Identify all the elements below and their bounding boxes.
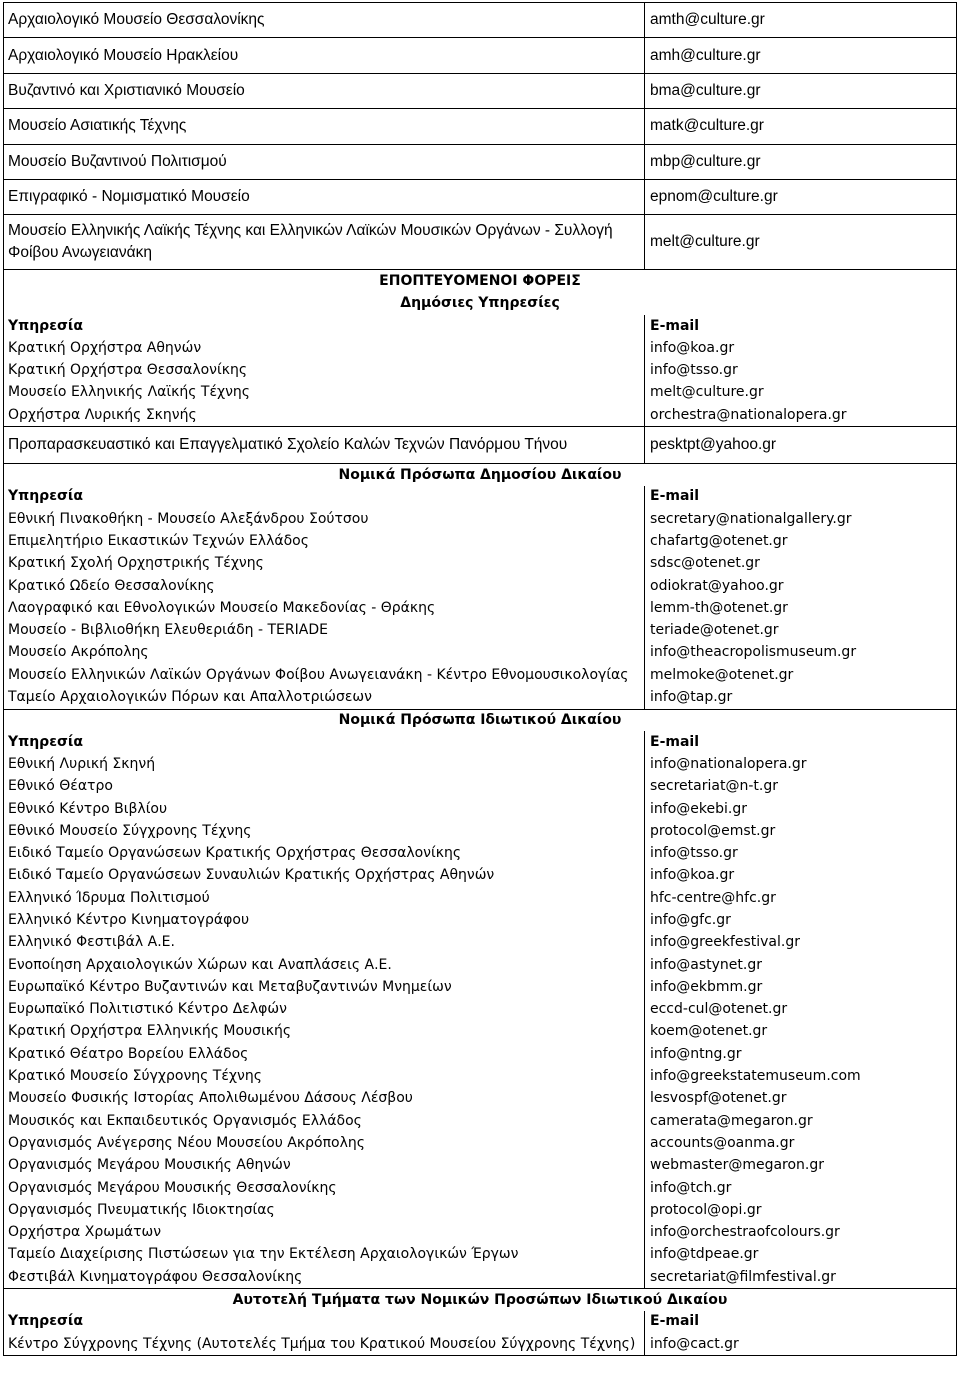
email-address <box>645 1155 956 1177</box>
email-address <box>645 145 956 179</box>
organization-name-text: Βυζαντινό και Χριστιανικό Μουσείο <box>8 81 245 99</box>
email-address-text: melmoke@otenet.gr <box>650 666 794 683</box>
table-row <box>4 909 956 931</box>
email-address <box>645 337 956 359</box>
organization-name-text: Μουσείο Ελληνικής Λαϊκής Τέχνης <box>8 384 251 401</box>
table-row <box>4 215 956 270</box>
email-address-text: info@greekstatemuseum.com <box>650 1068 861 1085</box>
email-address-text: sdsc@otenet.gr <box>650 555 760 572</box>
column-header-row <box>4 1311 956 1333</box>
organization-name-text: Μουσείο Ασιατικής Τέχνης <box>8 117 187 135</box>
email-address <box>645 664 956 686</box>
email-address-text: info@orchestraofcolours.gr <box>650 1224 840 1241</box>
organization-name <box>4 1021 645 1043</box>
email-address <box>645 553 956 575</box>
organization-name <box>4 820 645 842</box>
email-address-text: amh@culture.gr <box>650 46 761 64</box>
organization-name <box>4 776 645 798</box>
email-address-text: info@theacropolismuseum.gr <box>650 644 857 661</box>
organization-name-text: Ελληνικό Φεστιβάλ Α.Ε. <box>8 934 175 951</box>
email-address <box>645 842 956 864</box>
organization-name <box>4 215 645 269</box>
email-address <box>645 1244 956 1266</box>
table-row <box>4 686 956 708</box>
column-header-service <box>4 315 645 337</box>
organization-name <box>4 664 645 686</box>
email-address <box>645 427 956 463</box>
table-row <box>4 404 956 426</box>
email-address <box>645 798 956 820</box>
organization-name <box>4 753 645 775</box>
column-header-row <box>4 486 956 508</box>
email-address-text: eccd-cul@otenet.gr <box>650 1001 788 1018</box>
organization-name <box>4 1065 645 1087</box>
table-row <box>4 999 956 1021</box>
email-address <box>645 1199 956 1221</box>
organization-name <box>4 686 645 708</box>
email-address <box>645 642 956 664</box>
organization-name <box>4 1132 645 1154</box>
table-row <box>4 508 956 530</box>
table-row <box>4 38 956 73</box>
email-address-text: chafartg@otenet.gr <box>650 532 788 549</box>
email-address <box>645 820 956 842</box>
organization-name-text: Κρατικό Μουσείο Σύγχρονης Τέχνης <box>8 1068 262 1085</box>
email-address <box>645 865 956 887</box>
email-address <box>645 404 956 426</box>
organization-name <box>4 842 645 864</box>
organization-name <box>4 865 645 887</box>
table-row <box>4 642 956 664</box>
email-address-text: info@nationalopera.gr <box>650 755 807 772</box>
table-row <box>4 820 956 842</box>
organization-name-text: Ταμείο Διαχείρισης Πιστώσεων για την Εκτέλεση Αρχαιολογικών Έργων <box>8 1246 519 1263</box>
email-address-text: protocol@emst.gr <box>650 822 776 839</box>
email-address-text: melt@culture.gr <box>650 384 764 401</box>
email-address-text: info@ntng.gr <box>650 1045 742 1062</box>
organization-name <box>4 382 645 404</box>
organization-name <box>4 620 645 642</box>
organization-name <box>4 909 645 931</box>
email-address <box>645 686 956 708</box>
organization-name-text: Κρατική Ορχήστρα Θεσσαλονίκης <box>8 362 248 379</box>
organization-name-text: Μουσείο Φυσικής Ιστορίας Απολιθωμένου Δάσους Λέσβου <box>8 1090 413 1107</box>
organization-name <box>4 337 645 359</box>
column-header-email <box>645 1311 956 1333</box>
email-address-text: lesvospf@otenet.gr <box>650 1090 787 1107</box>
email-address <box>645 360 956 382</box>
organization-name-text: Κρατική Ορχήστρα Ελληνικής Μουσικής <box>8 1023 292 1040</box>
email-address <box>645 382 956 404</box>
table-row <box>4 1244 956 1266</box>
organization-name-text: Ορχήστρα Χρωμάτων <box>8 1224 162 1241</box>
organization-name <box>4 954 645 976</box>
table-row <box>4 776 956 798</box>
organization-name <box>4 38 645 72</box>
email-address-text: info@cact.gr <box>650 1335 739 1352</box>
email-address-text: orchestra@nationalopera.gr <box>650 406 847 423</box>
email-address <box>645 1021 956 1043</box>
organization-name <box>4 1155 645 1177</box>
organization-name-text: Οργανισμός Πνευματικής Ιδιοκτησίας <box>8 1201 275 1218</box>
email-address <box>645 1110 956 1132</box>
table-row <box>4 1065 956 1087</box>
email-address <box>645 887 956 909</box>
table-row <box>4 360 956 382</box>
column-header-service-text: Υπηρεσία <box>8 317 83 334</box>
organization-name <box>4 887 645 909</box>
organization-name <box>4 427 645 463</box>
email-address-text: matk@culture.gr <box>650 117 764 135</box>
organization-name-text: Μουσείο Ακρόπολης <box>8 644 149 661</box>
email-address <box>645 776 956 798</box>
table-row <box>4 1222 956 1244</box>
column-header-email-text: E-mail <box>650 1313 700 1330</box>
email-address <box>645 3 956 37</box>
email-address-text: protocol@opi.gr <box>650 1201 762 1218</box>
email-address-text: webmaster@megaron.gr <box>650 1157 825 1174</box>
section-title: Νομικά Πρόσωπα Δημοσίου Δικαίου <box>4 463 956 485</box>
organization-name-text: Ενοποίηση Αρχαιολογικών Χώρων και Αναπλάσεις Α.Ε. <box>8 956 392 973</box>
email-address <box>645 508 956 530</box>
organization-name <box>4 145 645 179</box>
table-row <box>4 887 956 909</box>
email-address <box>645 1043 956 1065</box>
email-address <box>645 1088 956 1110</box>
email-address-text: info@gfc.gr <box>650 912 731 928</box>
organization-name-text: Αρχαιολογικό Μουσείο Θεσσαλονίκης <box>8 11 265 29</box>
organization-name-text: Ειδικό Ταμείο Οργανώσεων Συναυλιών Κρατικής Ορχήστρας Αθηνών <box>8 867 495 884</box>
table-row <box>4 553 956 575</box>
table-row <box>4 74 956 109</box>
organization-name-text: Ευρωπαϊκό Κέντρο Βυζαντινών και Μεταβυζαντινών Μνημείων <box>8 978 452 995</box>
organization-name-text: Εθνική Πινακοθήκη - Μουσείο Αλεξάνδρου Σούτσου <box>8 510 369 527</box>
table-row <box>4 753 956 775</box>
email-address-text: koem@otenet.gr <box>650 1023 768 1040</box>
email-address-text: odiokrat@yahoo.gr <box>650 577 784 594</box>
table-row <box>4 1177 956 1199</box>
section-title: Αυτοτελή Τμήματα των Νομικών Προσώπων Ιδιωτικού Δικαίου <box>4 1288 956 1310</box>
organization-name-text: Κρατική Ορχήστρα Αθηνών <box>8 339 202 356</box>
table-row <box>4 954 956 976</box>
table-row <box>4 976 956 998</box>
email-address <box>645 1333 956 1355</box>
table-row <box>4 1199 956 1221</box>
organization-name <box>4 180 645 214</box>
organization-name-text: Ταμείο Αρχαιολογικών Πόρων και Απαλλοτριώσεων <box>8 689 372 706</box>
email-address-text: info@koa.gr <box>650 867 735 884</box>
table-row <box>4 597 956 619</box>
organization-name <box>4 74 645 108</box>
column-header-row <box>4 315 956 337</box>
organization-name-text: Οργανισμός Μεγάρου Μουσικής Αθηνών <box>8 1157 291 1174</box>
organization-name-text: Προπαρασκευαστικό και Επαγγελματικό Σχολείο Καλών Τεχνών Πανόρμου Τήνου <box>8 436 568 454</box>
organization-name <box>4 508 645 530</box>
column-header-email <box>645 731 956 753</box>
email-address <box>645 530 956 552</box>
organization-name-text: Εθνικό Μουσείο Σύγχρονης Τέχνης <box>8 822 252 839</box>
email-address-text: secretariat@n-t.gr <box>650 778 778 795</box>
email-address-text: info@ekebi.gr <box>650 800 747 817</box>
email-address-text: mbp@culture.gr <box>650 152 761 170</box>
organization-name-text: Μουσείο Ελληνικών Λαϊκών Οργάνων Φοίβου Ανωγειανάκη - Κέντρο Εθνομουσικολογίας <box>8 666 629 683</box>
table-row <box>4 426 956 463</box>
organization-name-text: Κρατική Σχολή Ορχηστρικής Τέχνης <box>8 555 264 572</box>
email-address-text: hfc-centre@hfc.gr <box>650 889 776 906</box>
email-address-text: secretary@nationalgallery.gr <box>650 510 852 527</box>
column-header-service <box>4 731 645 753</box>
column-header-service-text: Υπηρεσία <box>8 733 83 750</box>
organization-name-text: Ευρωπαϊκό Πολιτιστικό Κέντρο Δελφών <box>8 1001 287 1018</box>
organization-name-text: Εθνικό Θέατρο <box>8 778 113 795</box>
email-address-text: melt@culture.gr <box>650 233 760 251</box>
organization-name <box>4 553 645 575</box>
table-row <box>4 1132 956 1154</box>
email-address-text: info@astynet.gr <box>650 956 762 973</box>
email-address-text: amth@culture.gr <box>650 11 765 29</box>
organization-name <box>4 932 645 954</box>
organization-name-text: Φεστιβάλ Κινηματογράφου Θεσσαλονίκης <box>8 1268 303 1285</box>
organization-name <box>4 3 645 37</box>
organization-name <box>4 1177 645 1199</box>
section-title: Νομικά Πρόσωπα Ιδιωτικού Δικαίου <box>4 709 956 731</box>
email-address <box>645 74 956 108</box>
organization-name <box>4 1199 645 1221</box>
section-subtitle: Δημόσιες Υπηρεσίες <box>400 295 560 312</box>
table-row <box>4 1266 956 1288</box>
organization-name-text: Ελληνικό Ίδρυμα Πολιτισμού <box>8 889 210 906</box>
email-address <box>645 597 956 619</box>
table-row <box>4 932 956 954</box>
column-header-service <box>4 486 645 508</box>
table-row <box>4 1088 956 1110</box>
email-address-text: secretariat@filmfestival.gr <box>650 1268 836 1285</box>
column-header-email-text: E-mail <box>650 488 700 505</box>
email-address <box>645 38 956 72</box>
email-address <box>645 109 956 143</box>
column-header-service <box>4 1311 645 1333</box>
organization-name-text: Επιμελητήριο Εικαστικών Τεχνών Ελλάδος <box>8 532 309 549</box>
organization-name <box>4 530 645 552</box>
organization-name-text: Κρατικό Θέατρο Βορείου Ελλάδος <box>8 1045 249 1062</box>
organization-name-text: Οργανισμός Μεγάρου Μουσικής Θεσσαλονίκης <box>8 1179 337 1196</box>
email-address-text: info@koa.gr <box>650 339 735 356</box>
organization-name <box>4 404 645 426</box>
column-header-row <box>4 731 956 753</box>
organization-name <box>4 575 645 597</box>
organization-name <box>4 1043 645 1065</box>
organization-name-text: Εθνική Λυρική Σκηνή <box>8 755 156 772</box>
table-row <box>4 145 956 180</box>
organization-name <box>4 360 645 382</box>
organization-name <box>4 1333 645 1355</box>
organization-name-text: Αρχαιολογικό Μουσείο Ηρακλείου <box>8 46 239 64</box>
table-row <box>4 180 956 215</box>
column-header-service-text: Υπηρεσία <box>8 488 83 505</box>
table-row <box>4 575 956 597</box>
email-address-text: info@greekfestival.gr <box>650 934 800 951</box>
email-address <box>645 575 956 597</box>
column-header-email <box>645 486 956 508</box>
table-row <box>4 842 956 864</box>
table-row <box>4 3 956 38</box>
email-address-text: teriade@otenet.gr <box>650 622 779 639</box>
email-address <box>645 909 956 931</box>
organization-name-text: Λαογραφικό και Εθνολογικών Μουσείο Μακεδονίας - Θράκης <box>8 599 436 616</box>
organization-name <box>4 1244 645 1266</box>
email-address <box>645 1177 956 1199</box>
organization-name-text: Μουσικός και Εκπαιδευτικός Οργανισμός Ελλάδος <box>8 1112 362 1129</box>
email-address <box>645 1065 956 1087</box>
organization-name-text: Κρατικό Ωδείο Θεσσαλονίκης <box>8 577 215 594</box>
organization-name <box>4 597 645 619</box>
organization-name-text: Μουσείο Βυζαντινού Πολιτισμού <box>8 152 227 170</box>
table-row <box>4 337 956 359</box>
email-address <box>645 976 956 998</box>
email-address <box>645 180 956 214</box>
email-address-text: pesktpt@yahoo.gr <box>650 436 777 454</box>
table-row <box>4 798 956 820</box>
email-address-text: info@tsso.gr <box>650 362 738 379</box>
section-title: ΕΠΟΠΤΕΥΟΜΕΝΟΙ ΦΟΡΕΙΣ <box>379 272 581 289</box>
email-address-text: info@tch.gr <box>650 1179 732 1196</box>
email-address <box>645 215 956 269</box>
organization-name <box>4 109 645 143</box>
organization-name <box>4 976 645 998</box>
organization-name <box>4 1266 645 1288</box>
table-row <box>4 664 956 686</box>
column-header-email-text: E-mail <box>650 733 700 750</box>
email-address-text: info@tsso.gr <box>650 845 738 862</box>
column-header-email <box>645 315 956 337</box>
email-address <box>645 620 956 642</box>
email-address-text: epnom@culture.gr <box>650 188 778 206</box>
organization-name <box>4 1110 645 1132</box>
organization-name-text: Μουσείο Ελληνικής Λαϊκής Τέχνης και Ελληνικών Λαϊκών Μουσικών Οργάνων - Συλλογή Φοίβου Ανωγειανάκη <box>8 222 613 262</box>
organization-name <box>4 1222 645 1244</box>
email-address <box>645 932 956 954</box>
document-table <box>3 2 957 1356</box>
table-row <box>4 1333 956 1355</box>
email-address <box>645 1266 956 1288</box>
email-address <box>645 954 956 976</box>
table-row <box>4 1155 956 1177</box>
email-address-text: info@tdpeae.gr <box>650 1246 759 1263</box>
email-address <box>645 1222 956 1244</box>
email-address-text: bma@culture.gr <box>650 81 761 99</box>
table-row <box>4 865 956 887</box>
table-row <box>4 1110 956 1132</box>
email-address <box>645 1132 956 1154</box>
email-address <box>645 999 956 1021</box>
column-header-service-text: Υπηρεσία <box>8 1313 83 1330</box>
organization-name <box>4 1088 645 1110</box>
email-address-text: lemm-th@otenet.gr <box>650 599 788 616</box>
organization-name-text: Ελληνικό Κέντρο Κινηματογράφου <box>8 912 250 928</box>
email-address-text: info@tap.gr <box>650 689 733 706</box>
email-address-text: camerata@megaron.gr <box>650 1112 813 1129</box>
organization-name-text: Οργανισμός Ανέγερσης Νέου Μουσείου Ακρόπολης <box>8 1134 365 1151</box>
organization-name-text: Εθνικό Κέντρο Βιβλίου <box>8 800 168 817</box>
email-address-text: info@ekbmm.gr <box>650 978 763 995</box>
organization-name-text: Ειδικό Ταμείο Οργανώσεων Κρατικής Ορχήστρας Θεσσαλονίκης <box>8 845 462 862</box>
email-address-text: accounts@oanma.gr <box>650 1134 795 1151</box>
email-address <box>645 753 956 775</box>
organization-name-text: Επιγραφικό - Νομισματικό Μουσείο <box>8 188 250 206</box>
table-row <box>4 530 956 552</box>
organization-name <box>4 642 645 664</box>
table-row <box>4 382 956 404</box>
organization-name-text: Μουσείο - Βιβλιοθήκη Ελευθεριάδη - TERIADE <box>8 622 328 639</box>
table-row <box>4 109 956 144</box>
table-row <box>4 620 956 642</box>
column-header-email-text: E-mail <box>650 317 700 334</box>
table-row <box>4 1043 956 1065</box>
table-row <box>4 1021 956 1043</box>
organization-name-text: Κέντρο Σύγχρονης Τέχνης (Αυτοτελές Τμήμα του Κρατικού Μουσείου Σύγχρονης Τέχνης) <box>8 1335 636 1352</box>
organization-name <box>4 999 645 1021</box>
organization-name <box>4 798 645 820</box>
organization-name-text: Ορχήστρα Λυρικής Σκηνής <box>8 406 197 423</box>
